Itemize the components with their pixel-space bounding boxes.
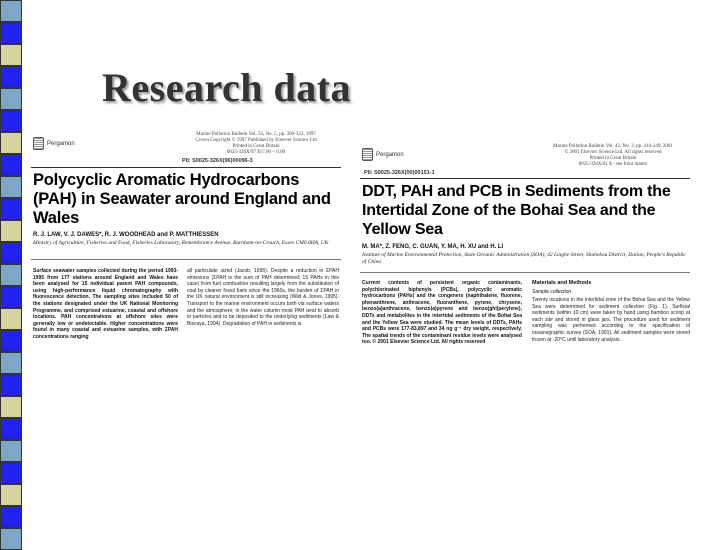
journal-info: Marine Pollution Bulletin Vol. 34, No. 5, pp. 306-322, 1997 Crown Copyright © 1997 Published by Elsevier Science Ltd Printed in Great Britain 0025-326X/97 $17.00 + 0.00 <box>195 132 317 155</box>
journal-info: Marine Pollution Bulletin Vol. 42, No. 3, pp. 244-249, 2001 © 2001 Elsevier Science Ltd. All rights reserved Printed in Great Britain 0025-326X/01 $ - see front matter <box>553 144 673 167</box>
subsection-heading: Sample collection <box>532 289 572 295</box>
decorative-color-strip <box>0 0 22 540</box>
strip-block <box>0 462 22 484</box>
strip-block <box>0 264 22 286</box>
header-divider <box>31 167 341 168</box>
strip-block <box>0 396 22 418</box>
strip-block <box>0 418 22 440</box>
paper-affiliation: Ministry of Agriculture, Fisheries and Food, Fisheries Laboratory, Remembrance Avenue, Burnham-on-Crouch, Essex CM0 8HA, UK <box>33 240 329 246</box>
paper-clipping-2 <box>356 142 694 380</box>
publisher-logo <box>362 148 404 161</box>
pii-code: PII: S0025-326X(96)00096-3 <box>182 158 253 164</box>
paper-clipping-1 <box>27 131 345 381</box>
pii-code: PII: S0025-326X(00)00151-1 <box>364 170 435 176</box>
strip-block <box>0 198 22 220</box>
strip-block <box>0 242 22 264</box>
publisher-logo <box>33 137 75 150</box>
strip-block <box>0 132 22 154</box>
strip-block <box>0 484 22 506</box>
publisher-name: Pergamon <box>376 151 404 158</box>
paper-abstract: Current contents of persistent organic contaminants, polychlorinated biphenyls (PCBs), polycyclic aromatic hydrocarbons (PAHs) and the congeners (naphthalene, fluorene, phenanthrene, anthracene, fluoranthene, pyrene, chrysene, benzo(a)anthracene, benzo(a)pyrene and benzo(ghi)perylene), DDTs and metabolites in the intertidal sediments of the Bohai Sea and the Yellow Sea were studied. The mean levels of DDTs, PAHs and PCBs were 177-83,897 and 34 ng g⁻¹ dry weight, respectively. The spatial trends of the contaminant residue levels were analysed too. © 2001 Elsevier Science Ltd. All rights reserved <box>362 280 522 346</box>
strip-block <box>0 528 22 550</box>
strip-block <box>0 308 22 330</box>
strip-block <box>0 374 22 396</box>
paper-abstract: Surface seawater samples collected during the period 1993-1995 from 177 stations around England and Wales have been analysed for 15 individual parent PAH compounds, using high-performance liquid chromatography with fluorescence detection. The sampling sites included 50 of the stations designated under the UK National Monitoring Programme, and comprised estuarine, coastal and offshore locations. PAH concentrations at offshore sites were generally low or undetectable. Higher concentrations were found in many coastal and estuarine samples, with ΣPAH concentrations ranging <box>33 268 178 340</box>
publisher-name: Pergamon <box>47 140 75 147</box>
paper-title: DDT, PAH and PCB in Sediments from the Intertidal Zone of the Bohai Sea and the Yellow Sea <box>362 183 671 238</box>
strip-block <box>0 220 22 242</box>
strip-block <box>0 440 22 462</box>
pergamon-logo-icon <box>362 148 373 161</box>
strip-block <box>0 154 22 176</box>
paper-methods-text: Twenty locations in the intertidal zone of the Bohai Sea and the Yellow Sea were determined for sediment collection (Fig. 1). Surficial sediments (within 10 cm) were taken by hand using bamboo scoop at each site and stored in glass jars. The procedure used for sediment sampling was performed according to the specification of oceanographic survey (SOA, 1991). All sediment samples were stored frozen at -20°C until laboratory analysis. <box>532 297 690 343</box>
strip-block <box>0 176 22 198</box>
strip-block <box>0 44 22 66</box>
strip-block <box>0 66 22 88</box>
affiliation-divider <box>31 259 341 260</box>
strip-block <box>0 110 22 132</box>
paper-authors: M. MA*, Z. FENG, C. GUAN, Y. MA, H. XU and H. LI <box>362 244 504 250</box>
strip-block <box>0 330 22 352</box>
affiliation-divider <box>360 272 690 273</box>
header-divider <box>360 178 690 179</box>
strip-block <box>0 88 22 110</box>
paper-affiliation: Institute of Marine Environmental Protection, State Oceanic Administration (SOA), 42 Linghe Street, Shahekou District, Dalian, People's Republic of China <box>362 252 686 265</box>
pergamon-logo-icon <box>33 137 44 150</box>
strip-block <box>0 352 22 374</box>
paper-authors: R. J. LAW, V. J. DAWES*, R. J. WOODHEAD and P. MATTHIESSEN <box>33 232 219 238</box>
slide-title: Research data <box>102 65 352 110</box>
paper-title: Polycyclic Aromatic Hydrocarbons (PAH) in Seawater around England and Wales <box>33 171 331 227</box>
strip-block <box>0 286 22 308</box>
strip-block <box>0 22 22 44</box>
paper-body-text: all particulate sized (Jacob, 1995). Despite a reduction in ΣPAH emissions (ΣPAH is the sum of PAH determined; 15 PAHs in this case) from fuel combustion resulting largely from the substitution of coal by cleaner fossil fuels since the 1960s, the burden of ΣPAH in the UK natural environment is still increasing (Wild & Jones, 1995). Transport to the marine environment occurs both via surface waters and the atmosphere; in the water column most PAH tend to absorb to particles and to be deposited to the underlying sediments (Law & Biscaya, 1994). Degradation of PAH in sediments is <box>187 268 339 327</box>
strip-block <box>0 506 22 528</box>
section-heading: Materials and Methods <box>532 280 592 286</box>
strip-block <box>0 0 22 22</box>
